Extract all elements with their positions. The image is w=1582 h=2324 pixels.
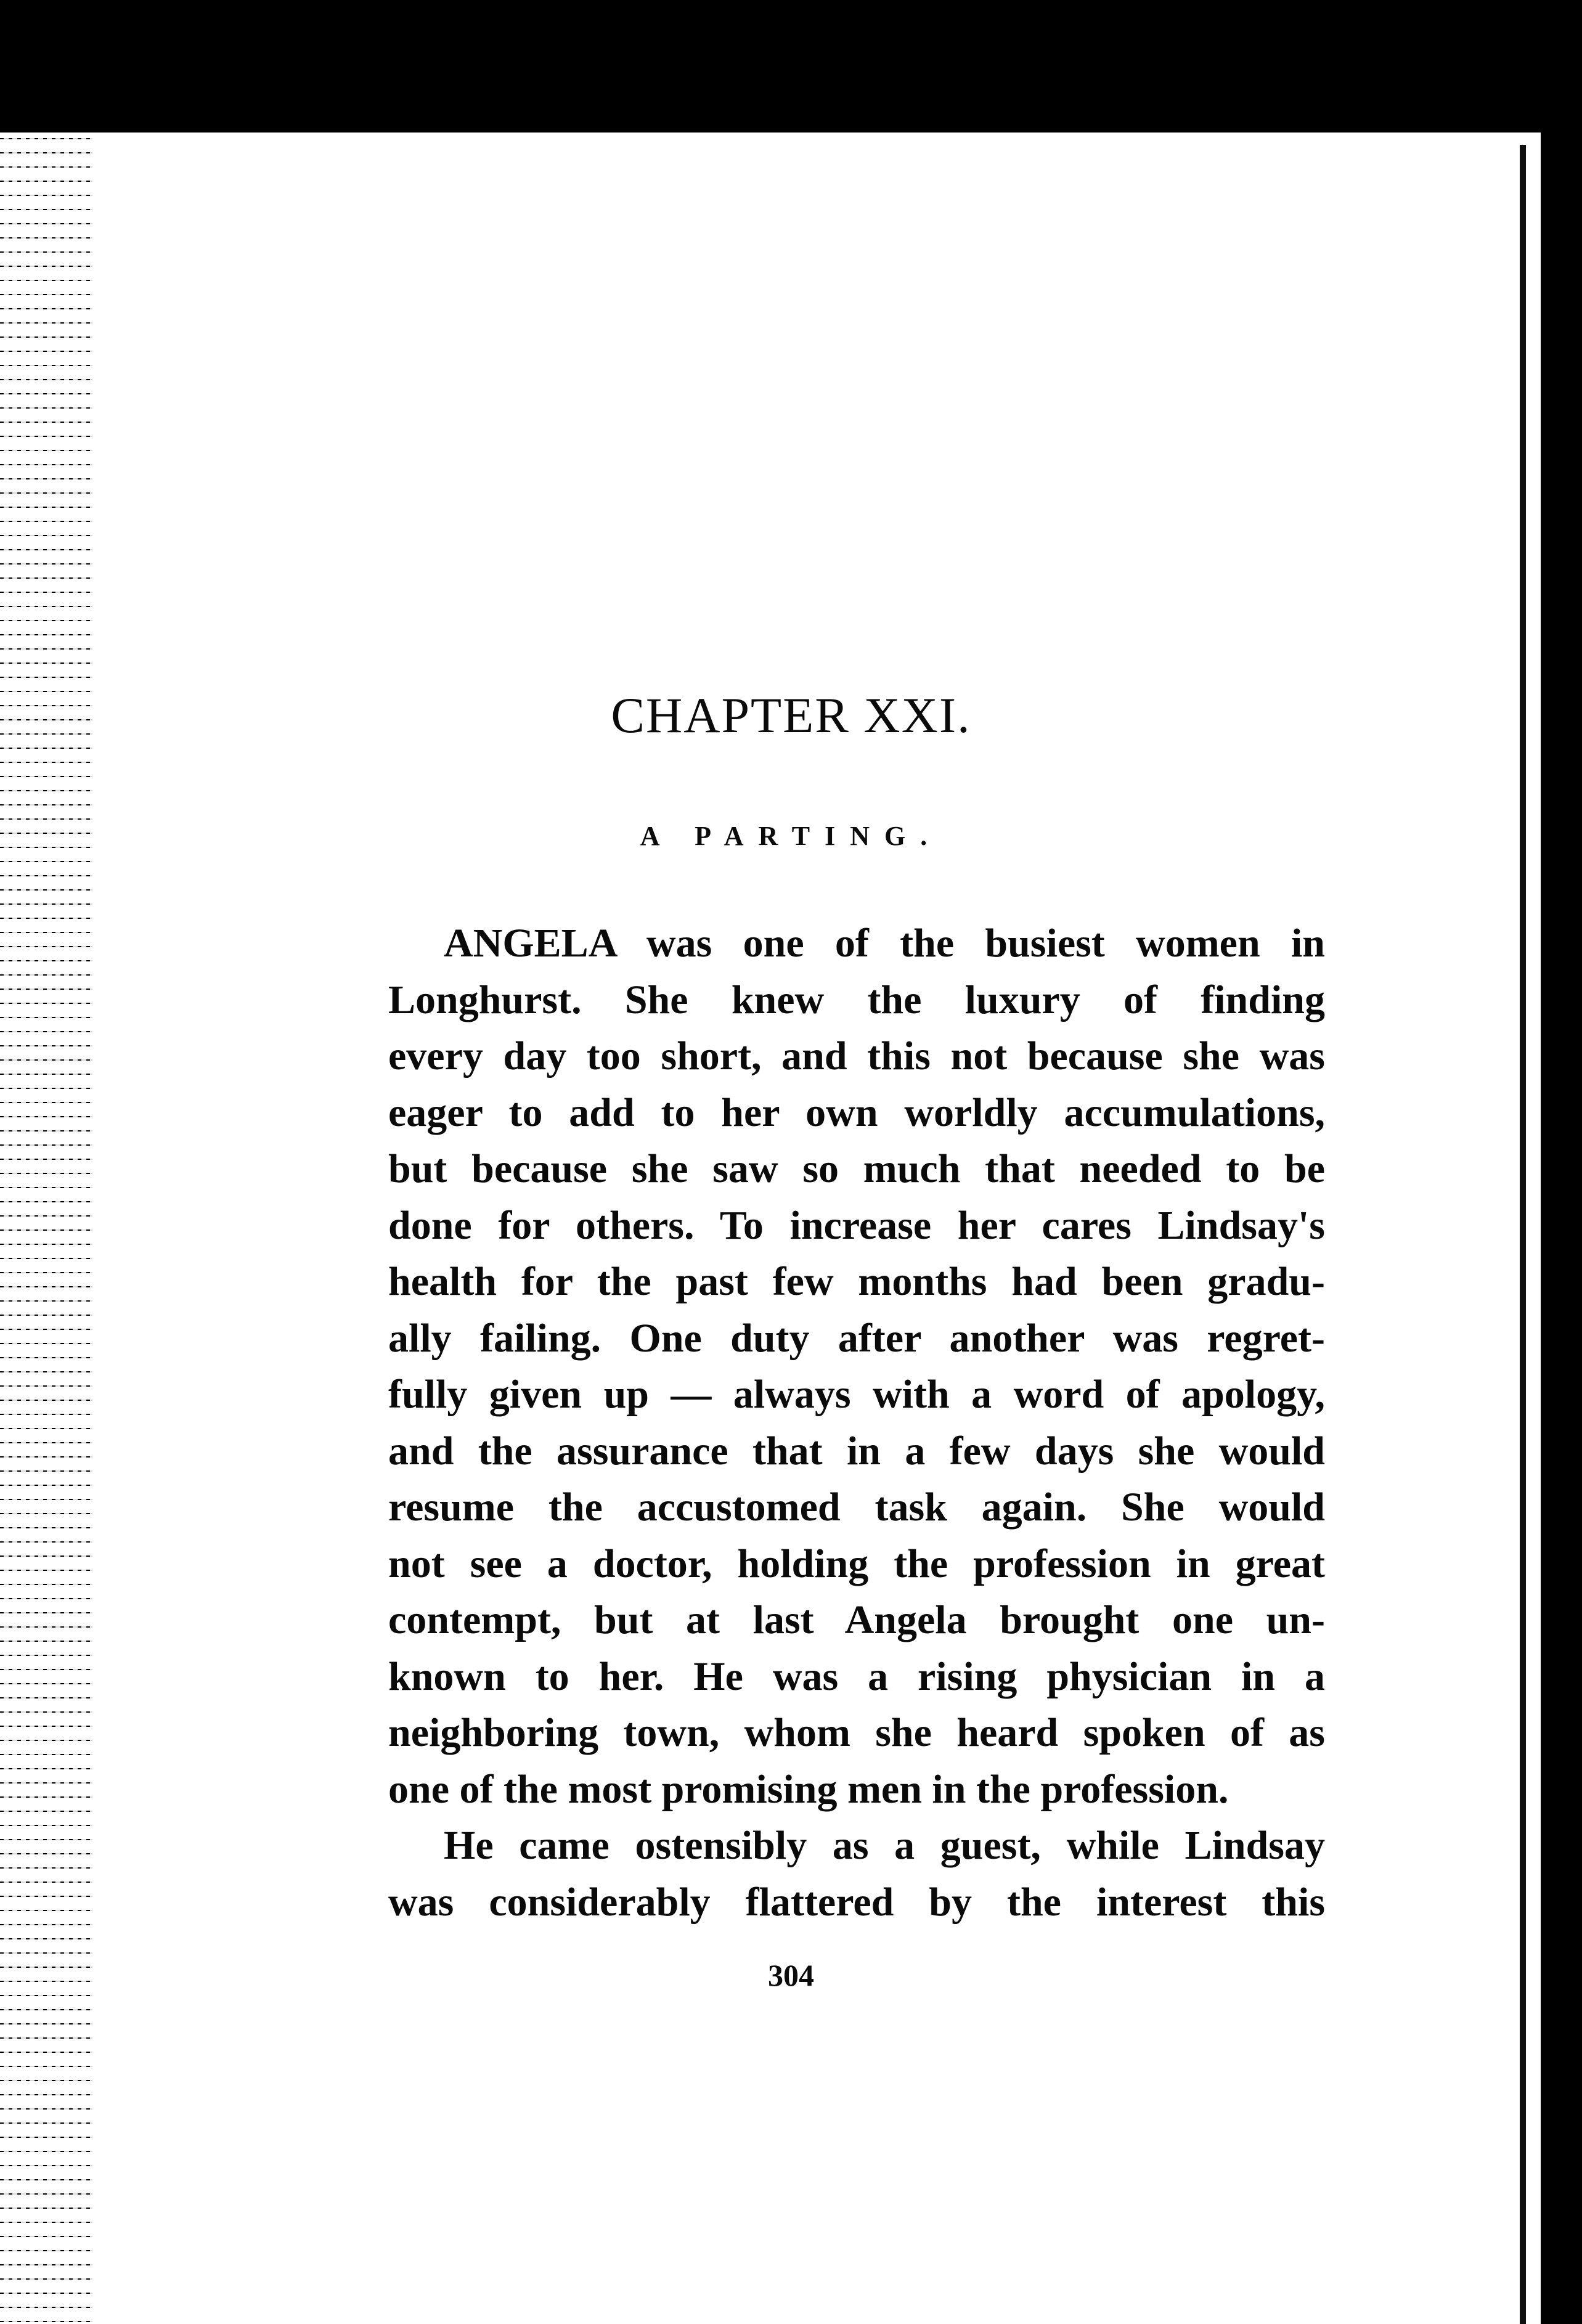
text-line: one of the most promising men in the profession.: [388, 1766, 1229, 1812]
text-line: He came ostensibly as a guest, while Lindsay: [444, 1823, 1325, 1868]
text-line: was considerably flattered by the interest this: [388, 1879, 1325, 1925]
body-text: [388, 915, 1325, 1930]
right-edge-rule: [1520, 145, 1526, 2324]
text-line: not see a doctor, holding the profession in great: [388, 1541, 1325, 1586]
text-line: health for the past few months had been gradu-: [388, 1259, 1325, 1304]
text-line: every day too short, and this not because she was: [388, 1034, 1325, 1078]
text-line: but because she saw so much that needed to be: [388, 1146, 1325, 1191]
text-line: done for others. To increase her cares Lindsay's: [388, 1202, 1325, 1248]
text-line: neighboring town, whom she heard spoken of as: [388, 1710, 1325, 1755]
text-line: ally failing. One duty after another was regret-: [388, 1315, 1325, 1361]
page-number: 304: [768, 1958, 814, 1992]
text-line: contempt, but at last Angela brought one un-: [388, 1597, 1325, 1642]
text-line: resume the accustomed task again. She would: [388, 1485, 1325, 1530]
chapter-title: CHAPTER XXI.: [611, 687, 971, 743]
page-top-edge: [92, 117, 1528, 129]
text-line: known to her. He was a rising physician in a: [388, 1653, 1325, 1699]
text-line: Longhurst. She knew the luxury of finding: [388, 977, 1325, 1022]
text-line: eager to add to her own worldly accumulations,: [388, 1090, 1325, 1135]
chapter-subtitle: A PARTING.: [640, 821, 942, 851]
page-right-edge: [1516, 133, 1541, 2324]
text-line: ANGELA was one of the busiest women in: [444, 921, 1325, 966]
text-line: fully given up — always with a word of apology,: [388, 1372, 1325, 1417]
text-line: and the assurance that in a few days she would: [388, 1428, 1325, 1474]
binding-speckle: [0, 133, 92, 2324]
